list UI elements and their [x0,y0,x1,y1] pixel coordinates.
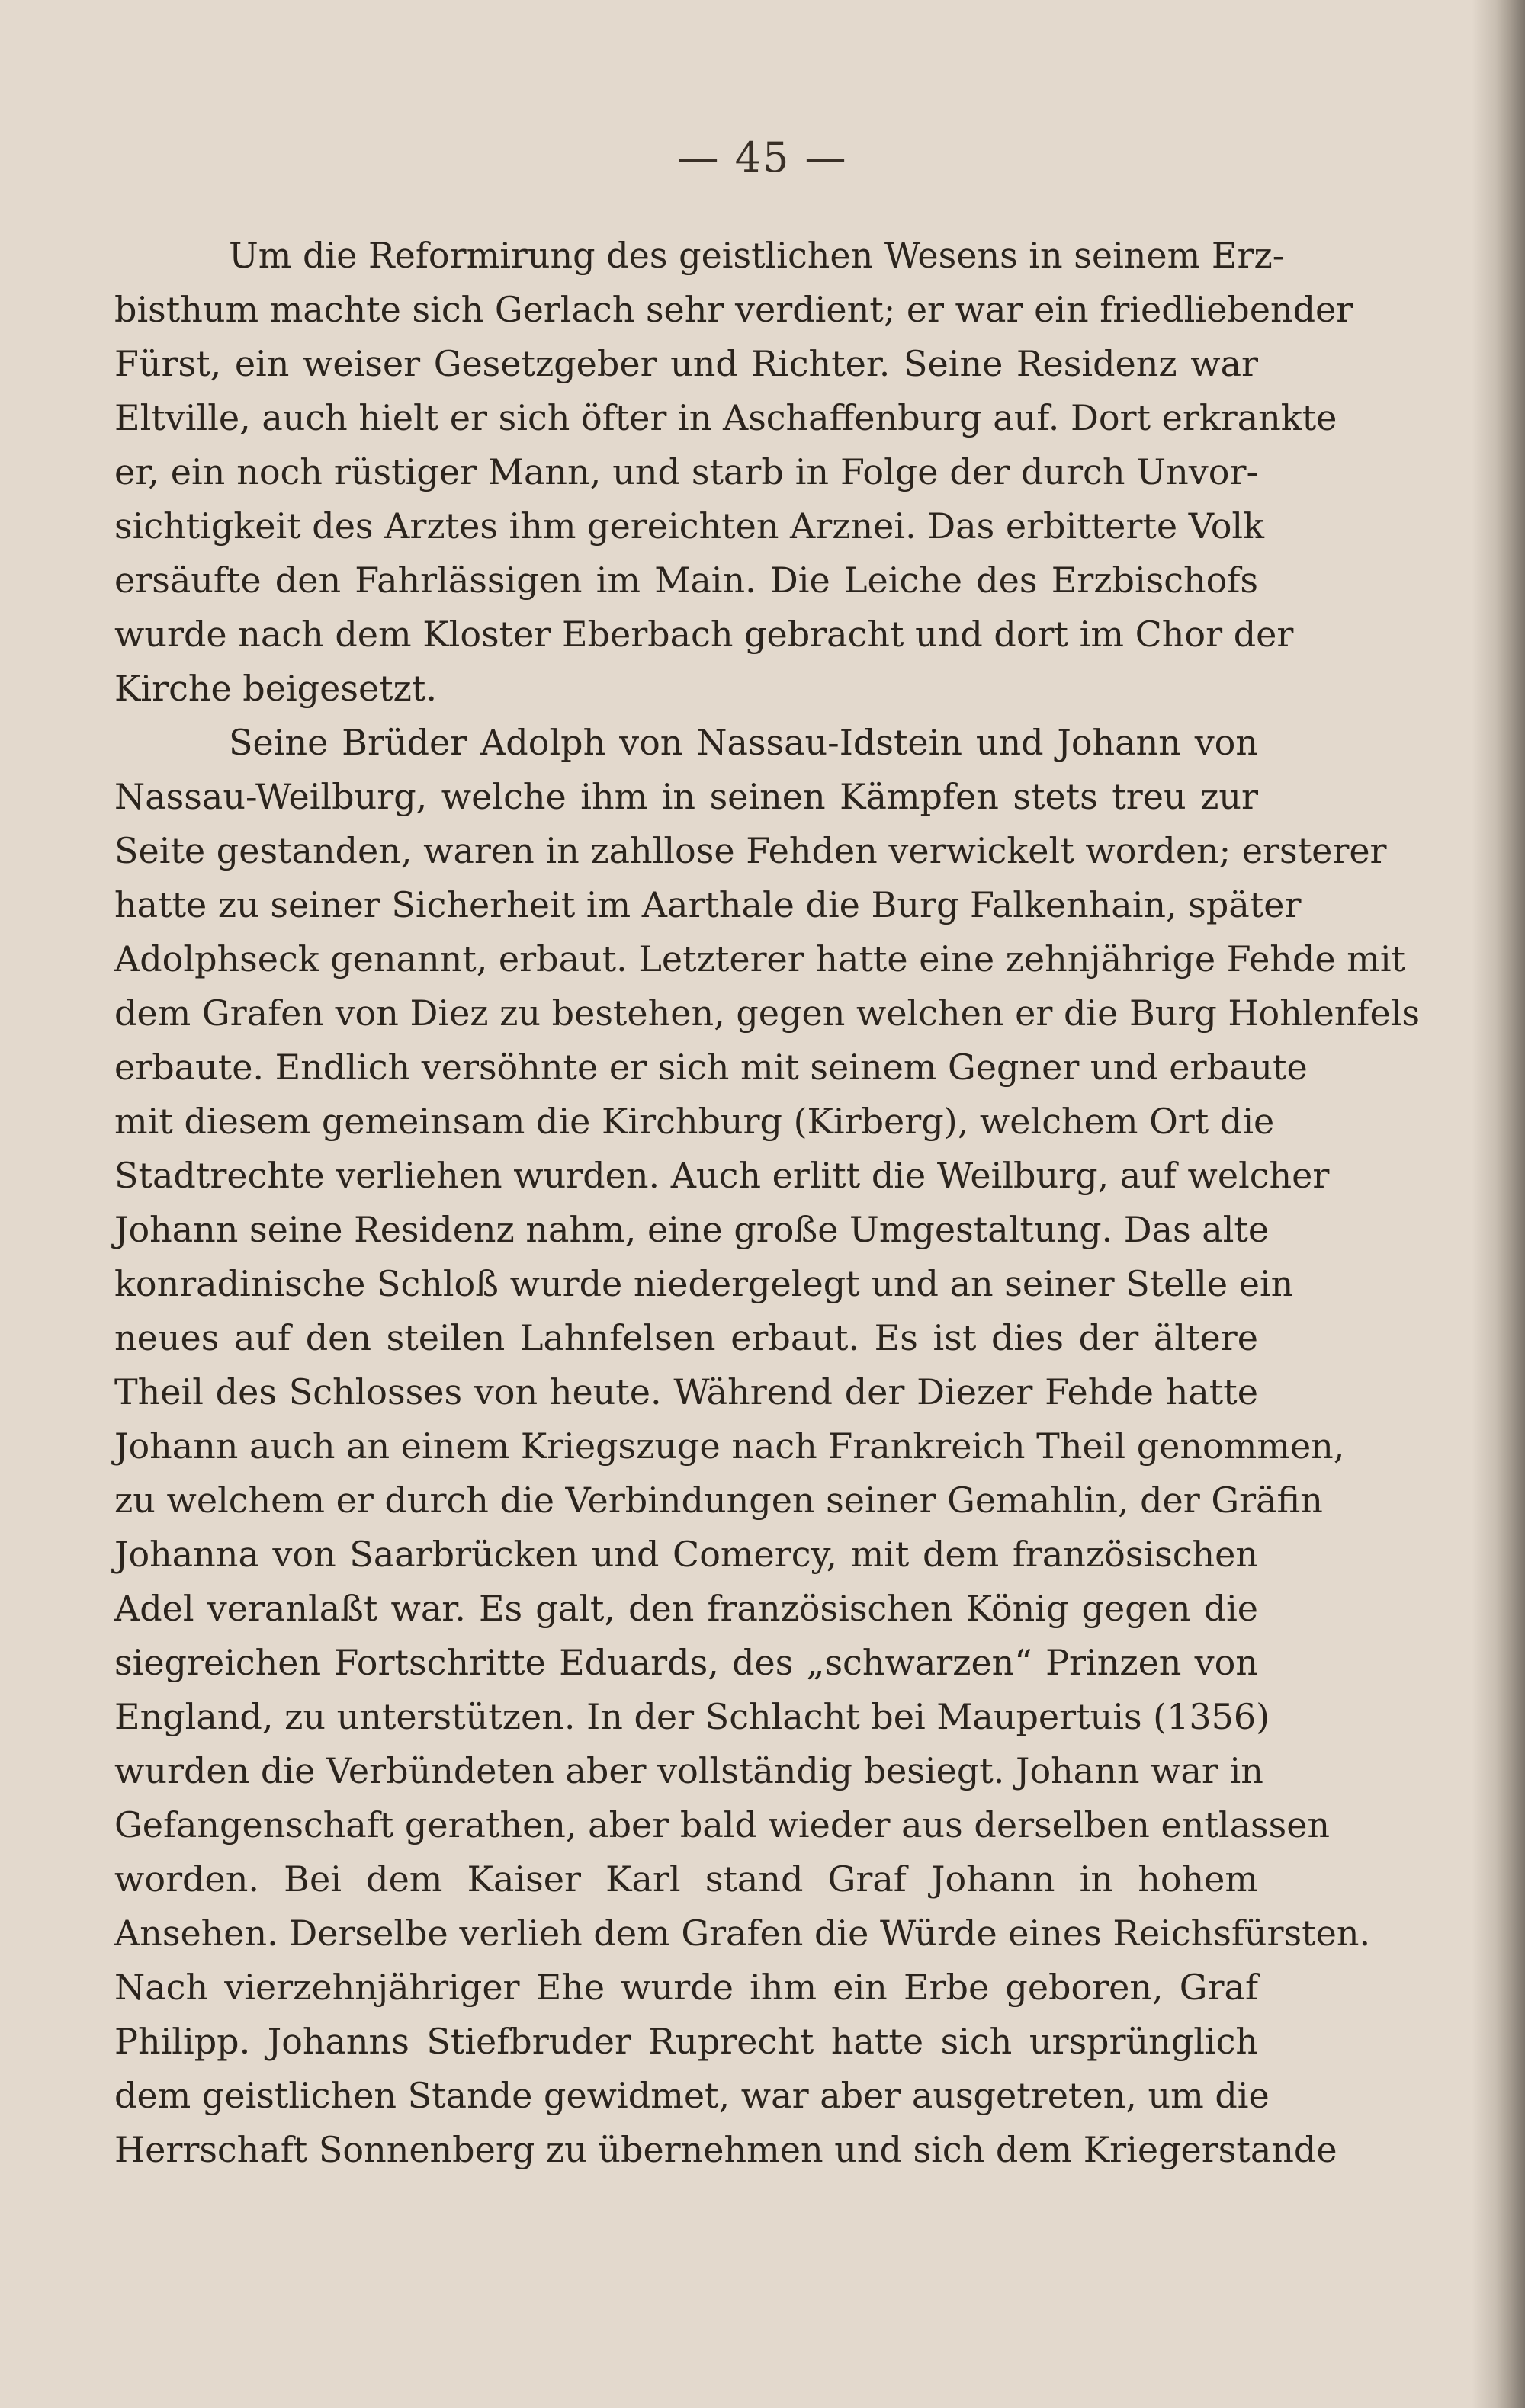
text-line: Nach vierzehnjähriger Ehe wurde ihm ein Erbe geboren, Graf [114,1967,1258,2008]
text-line: er, ein noch rüstiger Mann, und starb in Folge der durch Unvor- [114,451,1258,492]
page-number: — 45 — [677,133,848,181]
text-line: zu welchem er durch die Verbindungen seiner Gemahlin, der Gräfin [114,1480,1323,1521]
text-line: Nassau-Weilburg, welche ihm in seinen Kämpfen stets treu zur [114,776,1258,817]
text-line: wurde nach dem Kloster Eberbach gebracht und dort im Chor der [114,614,1294,655]
text-line: hatte zu seiner Sicherheit im Aarthale die Burg Falkenhain, später [114,884,1302,925]
text-line: Theil des Schlosses von heute. Während der Diezer Fehde hatte [114,1371,1258,1412]
text-line: neues auf den steilen Lahnfelsen erbaut. Es ist dies der ältere [114,1317,1258,1358]
text-line: Johann auch an einem Kriegszuge nach Frankreich Theil genommen, [114,1425,1345,1467]
text-line: Seite gestanden, waren in zahllose Fehden verwickelt worden; ersterer [114,830,1387,871]
text-line: Gefangenschaft gerathen, aber bald wieder aus derselben entlassen [114,1804,1331,1845]
text-line: Ansehen. Derselbe verlieh dem Grafen die Würde eines Reichsfürsten. [114,1913,1371,1954]
text-line: erbaute. Endlich versöhnte er sich mit seinem Gegner und erbaute [114,1047,1308,1088]
text-line: sichtigkeit des Arztes ihm gereichten Arznei. Das erbitterte Volk [114,505,1265,547]
text-line: Herrschaft Sonnenberg zu übernehmen und sich dem Kriegerstande [114,2129,1337,2170]
text-line: Johann seine Residenz nahm, eine große Umgestaltung. Das alte [114,1209,1270,1250]
text-line: dem geistlichen Stande gewidmet, war aber ausgetreten, um die [114,2075,1270,2116]
text-line: Philipp. Johanns Stiefbruder Ruprecht hatte sich ursprünglich [114,2021,1258,2062]
text-line: Seine Brüder Adolph von Nassau-Idstein und Johann von [229,722,1258,763]
text-line: Fürst, ein weiser Gesetzgeber und Richter. Seine Residenz war [114,343,1258,384]
text-line: siegreichen Fortschritte Eduards, des „schwarzen“ Prinzen von [114,1642,1258,1683]
text-line: Eltville, auch hielt er sich öfter in Aschaffenburg auf. Dort erkrankte [114,397,1337,438]
text-line: worden. Bei dem Kaiser Karl stand Graf Johann in hohem [114,1858,1258,1900]
body-text [114,229,1420,2177]
text-line: bisthum machte sich Gerlach sehr verdient; er war ein friedliebender [114,289,1353,330]
text-line: ersäufte den Fahrlässigen im Main. Die Leiche des Erzbischofs [114,560,1258,601]
text-line: Johanna von Saarbrücken und Comercy, mit dem französischen [114,1534,1258,1575]
text-line: Um die Reformirung des geistlichen Wesens in seinem Erz- [229,235,1285,276]
text-line: dem Grafen von Diez zu bestehen, gegen welchen er die Burg Hohlenfels [114,992,1420,1034]
text-line: wurden die Verbündeten aber vollständig besiegt. Johann war in [114,1750,1263,1791]
text-line: Adel veranlaßt war. Es galt, den französischen König gegen die [114,1588,1258,1629]
text-line: Adolphseck genannt, erbaut. Letzterer hatte eine zehnjährige Fehde mit [114,938,1406,980]
text-line: mit diesem gemeinsam die Kirchburg (Kirberg), welchem Ort die [114,1101,1275,1142]
text-line: Stadtrechte verliehen wurden. Auch erlitt die Weilburg, auf welcher [114,1155,1330,1196]
text-line: konradinische Schloß wurde niedergelegt und an seiner Stelle ein [114,1263,1294,1304]
text-line: Kirche beigesetzt. [114,668,438,709]
text-line: England, zu unterstützen. In der Schlacht bei Maupertuis (1356) [114,1696,1270,1737]
